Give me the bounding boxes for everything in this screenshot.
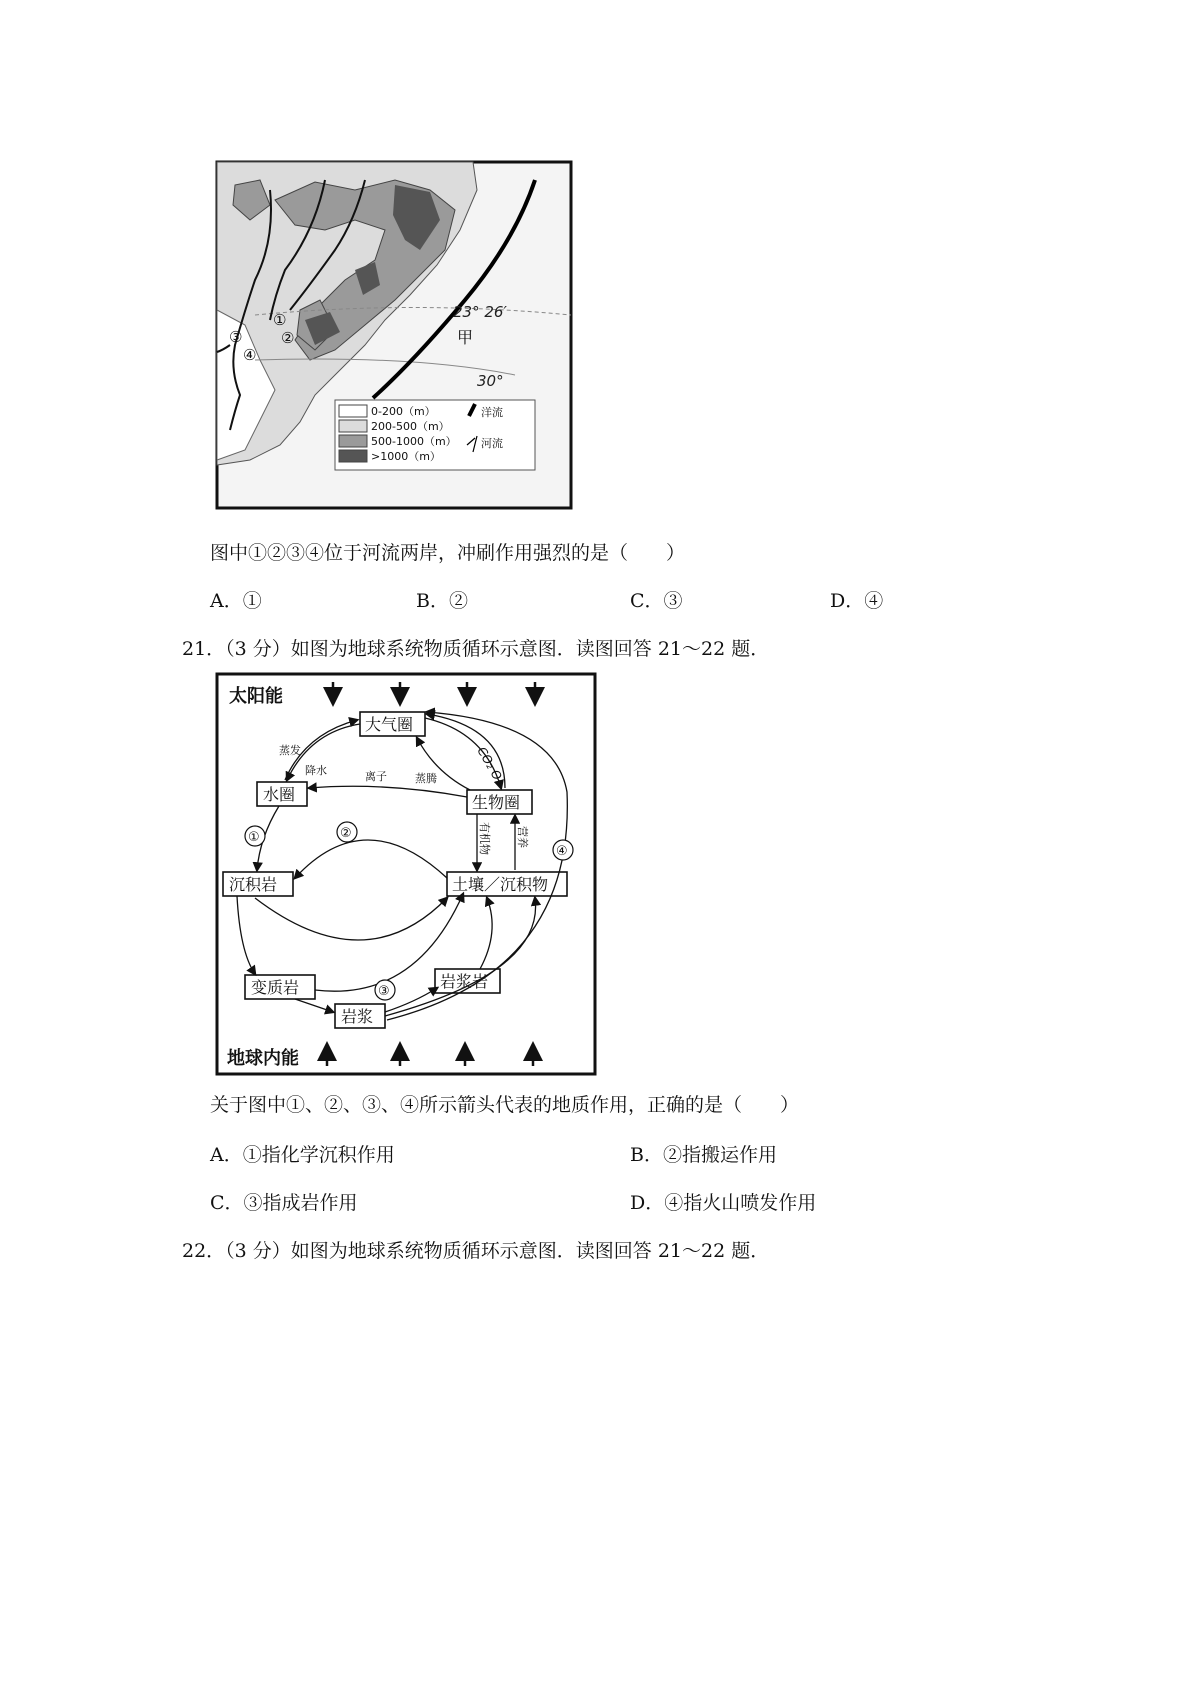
q21-option-b-text: ②指搬运作用 bbox=[662, 1144, 777, 1166]
q20-option-a[interactable] bbox=[210, 586, 262, 613]
legend-swatch-over-1000 bbox=[339, 450, 367, 462]
q21-option-d[interactable] bbox=[630, 1188, 816, 1215]
q21-option-d-letter: D． bbox=[630, 1192, 665, 1214]
q21-option-b-letter: B． bbox=[630, 1144, 663, 1166]
legend-river-label: 河流 bbox=[481, 437, 503, 450]
precipitation-label: 降水 bbox=[305, 764, 327, 777]
map-legend bbox=[335, 400, 535, 470]
q20-option-a-text: ① bbox=[242, 590, 262, 612]
evaporation-label: 蒸发 bbox=[279, 744, 301, 757]
map-point-1: ① bbox=[273, 311, 287, 329]
map-point-3: ③ bbox=[229, 328, 243, 346]
marker-4-label: ④ bbox=[556, 844, 568, 859]
marker-3-label: ③ bbox=[378, 984, 390, 999]
q21-option-a-text: ①指化学沉积作用 bbox=[242, 1144, 395, 1166]
legend-swatch-500-1000 bbox=[339, 435, 367, 447]
legend-label-500-1000: 500-1000（m） bbox=[371, 435, 457, 448]
legend-label-0-200: 0-200（m） bbox=[371, 405, 436, 418]
organic-matter-label: 有机物 bbox=[478, 822, 491, 855]
legend-swatch-200-500 bbox=[339, 420, 367, 432]
legend-label-over-1000: >1000（m） bbox=[371, 450, 441, 463]
q20-option-c-text: ③ bbox=[663, 590, 683, 612]
transpiration-label: 蒸腾 bbox=[415, 772, 437, 785]
legend-label-200-500: 200-500（m） bbox=[371, 420, 450, 433]
q21-option-d-text: ④指火山喷发作用 bbox=[664, 1192, 817, 1214]
ions-label: 离子 bbox=[365, 770, 387, 783]
topographic-map bbox=[215, 160, 575, 512]
q21-option-c-letter: C． bbox=[210, 1192, 244, 1214]
marker-1-label: ① bbox=[248, 830, 260, 845]
atmosphere-label: 大气圈 bbox=[365, 715, 414, 734]
q20-option-a-letter: A． bbox=[210, 590, 243, 612]
marker-2-label: ② bbox=[340, 826, 352, 841]
material-cycle-diagram bbox=[215, 672, 599, 1078]
q20-stem: 图中①②③④位于河流两岸，冲刷作用强烈的是（ ） bbox=[210, 542, 686, 564]
igneous-rock-label: 岩浆岩 bbox=[440, 972, 489, 991]
q20-option-d-text: ④ bbox=[864, 590, 884, 612]
q21-option-a-letter: A． bbox=[210, 1144, 243, 1166]
latitude-label-2: 30° bbox=[477, 372, 504, 390]
q21-header: 21．（3 分）如图为地球系统物质循环示意图．读图回答 21～22 题． bbox=[182, 638, 770, 660]
soil-sediment-label: 土壤／沉积物 bbox=[452, 875, 549, 894]
q20-option-d[interactable] bbox=[830, 586, 883, 613]
magma-label: 岩浆 bbox=[341, 1007, 374, 1026]
q20-option-b[interactable] bbox=[416, 586, 468, 613]
sea-label-jia: 甲 bbox=[457, 328, 474, 347]
q21-option-c[interactable] bbox=[210, 1188, 358, 1215]
sedimentary-rock-label: 沉积岩 bbox=[229, 875, 278, 894]
solar-energy-label: 太阳能 bbox=[229, 686, 283, 707]
internal-energy-label: 地球内能 bbox=[227, 1048, 299, 1069]
q21-option-c-text: ③指成岩作用 bbox=[243, 1192, 358, 1214]
co2-o2-label: CO₂ O₂ bbox=[474, 744, 507, 787]
q21-stem: 关于图中①、②、③、④所示箭头代表的地质作用，正确的是（ ） bbox=[210, 1094, 800, 1116]
legend-swatch-0-200 bbox=[339, 405, 367, 417]
q20-option-c-letter: C． bbox=[630, 590, 664, 612]
legend-current-label: 洋流 bbox=[481, 406, 503, 419]
q21-option-a[interactable] bbox=[210, 1140, 395, 1167]
q20-option-b-text: ② bbox=[448, 590, 468, 612]
latitude-label-1: 23° 26′ bbox=[453, 303, 507, 321]
q21-option-b[interactable] bbox=[630, 1140, 777, 1167]
q20-option-b-letter: B． bbox=[416, 590, 449, 612]
q22-header: 22．（3 分）如图为地球系统物质循环示意图．读图回答 21～22 题． bbox=[182, 1240, 770, 1262]
metamorphic-rock-label: 变质岩 bbox=[251, 978, 300, 997]
map-point-2: ② bbox=[281, 329, 295, 347]
hydrosphere-label: 水圈 bbox=[263, 785, 296, 804]
q20-option-d-letter: D． bbox=[830, 590, 865, 612]
biosphere-label: 生物圈 bbox=[472, 793, 521, 812]
q20-option-c[interactable] bbox=[630, 586, 683, 613]
nutrients-label: 营养 bbox=[516, 826, 529, 848]
map-point-4: ④ bbox=[243, 346, 257, 364]
